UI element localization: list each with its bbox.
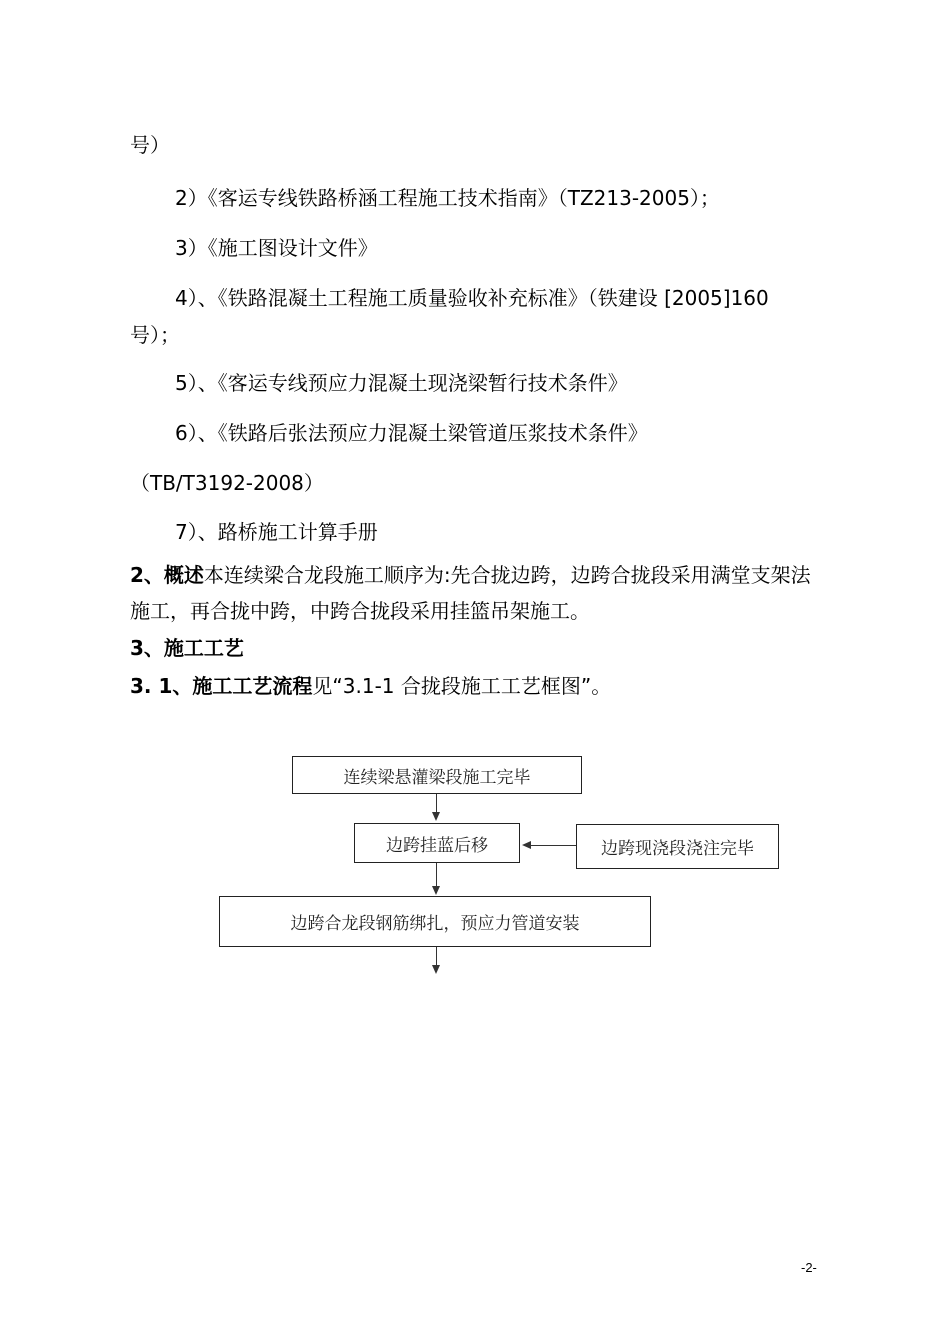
reference-3: 3）《施工图设计文件》 xyxy=(175,236,378,260)
flow-connector-2 xyxy=(436,863,437,887)
flow-step-3: 边跨合龙段钢筋绑扎，预应力管道安装 xyxy=(219,896,651,947)
section-3-1-heading: 3. 1、施工工艺流程 xyxy=(130,674,313,698)
flow-arrow-2-icon xyxy=(432,886,440,895)
flow-step-1: 连续梁悬灌梁段施工完毕 xyxy=(292,756,582,794)
flow-step-2: 边跨挂蓝后移 xyxy=(354,823,520,863)
flow-arrow-3-icon xyxy=(432,965,440,974)
reference-5: 5）、《客运专线预应力混凝土现浇梁暂行技术条件》 xyxy=(175,371,628,395)
reference-2: 2）《客运专线铁路桥涵工程施工技术指南》（TZ213-2005）； xyxy=(175,186,720,210)
section-2-line1 xyxy=(130,562,811,588)
reference-4-line2: 号）； xyxy=(130,323,180,347)
section-3-1-line xyxy=(130,673,611,699)
reference-7: 7）、路桥施工计算手册 xyxy=(175,520,378,544)
flow-side-step: 边跨现浇段浇注完毕 xyxy=(576,824,779,869)
section-2-body-line1: 本连续梁合龙段施工顺序为:先合拢边跨，边跨合拢段采用满堂支架法 xyxy=(203,563,811,587)
flow-arrow-1-icon xyxy=(432,812,440,821)
section-3-heading: 3、施工工艺 xyxy=(130,636,244,660)
flow-connector-3 xyxy=(436,947,437,967)
text-line-hao: 号） xyxy=(130,133,170,157)
section-2-body-line2: 施工，再合拢中跨，中跨合拢段采用挂篮吊架施工。 xyxy=(130,599,590,623)
page-number: -2- xyxy=(801,1260,817,1275)
reference-4-line1: 4）、《铁路混凝土工程施工质量验收补充标准》（铁建设 [2005]160 xyxy=(175,286,769,310)
section-2-heading: 2、概述 xyxy=(130,563,204,587)
section-3-1-body: 见“3.1-1 合拢段施工工艺框图”。 xyxy=(312,674,612,698)
flow-arrow-side-icon xyxy=(522,841,531,849)
reference-6-line1: 6）、《铁路后张法预应力混凝土梁管道压浆技术条件》 xyxy=(175,421,648,445)
flow-connector-1 xyxy=(436,794,437,814)
flow-connector-side xyxy=(530,845,576,846)
reference-6-line2: （TB/T3192-2008） xyxy=(130,471,324,495)
